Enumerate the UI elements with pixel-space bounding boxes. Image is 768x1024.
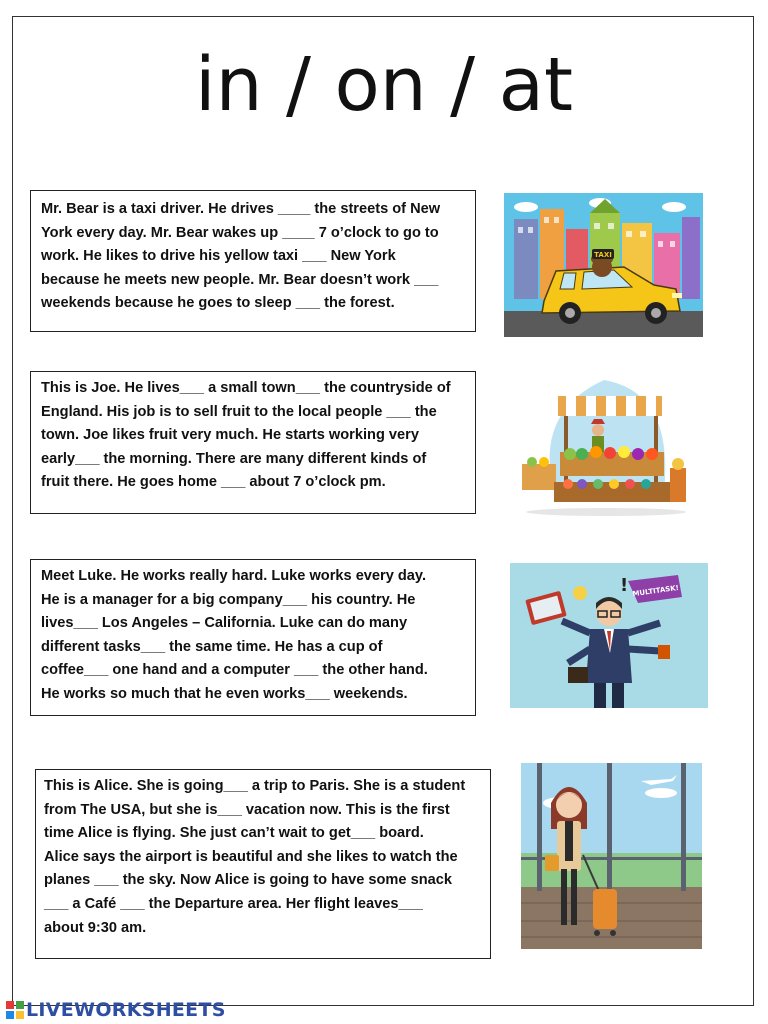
text-line: different tasks___ the same time. He has a cup of (41, 638, 383, 655)
taxi-sign: TAXI (594, 251, 612, 259)
text-line: ___ a Café ___ the Departure area. Her flight leaves___ (44, 895, 423, 912)
text-box-alice (35, 769, 491, 959)
text-line: because he meets new people. Mr. Bear doesn’t work ___ (41, 271, 439, 288)
text-box-joe (30, 371, 476, 514)
text-line: He is a manager for a big company___ his country. He (41, 591, 416, 608)
text-line: coffee___ one hand and a computer ___ the other hand. (41, 662, 428, 679)
text-line: planes ___ the sky. Now Alice is going to have some snack (44, 872, 452, 889)
footer-brand (6, 998, 226, 1022)
text-line: He works so much that he even works___ weekends. (41, 685, 408, 702)
svg-text:!: ! (620, 575, 629, 596)
text-box-bear (30, 190, 476, 332)
text-line: This is Alice. She is going___ a trip to Paris. She is a student (44, 778, 466, 794)
airport-traveler-illustration (521, 763, 702, 949)
text-line: Mr. Bear is a taxi driver. He drives ____ the streets of New (41, 201, 441, 217)
multitask-sign: MULTITASK! (632, 583, 680, 599)
text-line: time Alice is flying. She just can’t wait to get___ board. (44, 825, 424, 842)
text-line: from The USA, but she is___ vacation now. This is the first (44, 801, 450, 818)
text-line: town. Joe likes fruit very much. He starts working very (41, 427, 419, 444)
text-box-luke (30, 559, 476, 716)
page-title: in / on / at (195, 42, 573, 128)
bear-taxi-illustration (504, 193, 703, 337)
text-line: England. His job is to sell fruit to the local people ___ the (41, 403, 437, 420)
text-line: early___ the morning. There are many different kinds of (41, 450, 427, 467)
fruit-stall-illustration (514, 372, 698, 520)
text-line: work. He likes to drive his yellow taxi ___ New York (41, 248, 396, 265)
text-line: Alice says the airport is beautiful and she likes to watch the (44, 848, 458, 865)
text-line: York every day. Mr. Bear wakes up ____ 7 o’clock to go to (41, 224, 439, 241)
liveworksheets-logo-icon (6, 1001, 24, 1019)
text-line: lives___ Los Angeles – California. Luke can do many (41, 615, 408, 632)
text-line: weekends because he goes to sleep ___ the forest. (41, 295, 395, 312)
text-line: This is Joe. He lives___ a small town___ the countryside of (41, 380, 451, 396)
text-line: about 9:30 am. (44, 919, 147, 936)
multitask-manager-illustration (510, 563, 708, 708)
liveworksheets-logo-text[interactable]: LIVEWORKSHEETS (26, 999, 226, 1021)
text-line: Meet Luke. He works really hard. Luke works every day. (41, 568, 427, 584)
text-line: fruit there. He goes home ___ about 7 o’clock pm. (41, 474, 386, 491)
